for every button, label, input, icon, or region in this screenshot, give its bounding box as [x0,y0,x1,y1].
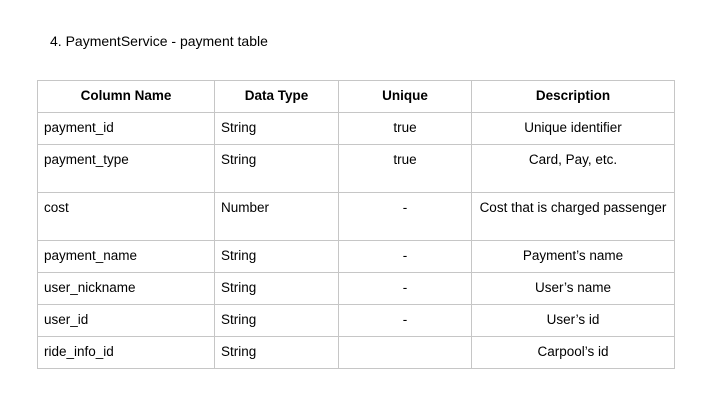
column-name-cell: cost [38,193,215,241]
column-name-cell: user_id [38,305,215,337]
unique-cell: true [339,145,472,193]
unique-cell: - [339,241,472,273]
data-type-cell: String [215,273,339,305]
description-cell: User’s id [472,305,675,337]
description-cell: User’s name [472,273,675,305]
description-cell: Cost that is charged passenger [472,193,675,241]
table-row [38,305,675,337]
data-type-cell: String [215,337,339,369]
description-cell: Unique identifier [472,113,675,145]
column-name-cell: ride_info_id [38,337,215,369]
payment-table [37,80,675,369]
data-type-cell: String [215,305,339,337]
header-data-type: Data Type [215,81,339,113]
column-name-cell: user_nickname [38,273,215,305]
data-type-cell: String [215,241,339,273]
slide-title: 4. PaymentService - payment table [50,33,268,49]
unique-cell: - [339,193,472,241]
header-unique: Unique [339,81,472,113]
unique-cell: - [339,305,472,337]
table-row [38,273,675,305]
description-cell: Payment’s name [472,241,675,273]
table-row [38,337,675,369]
description-cell: Card, Pay, etc. [472,145,675,193]
description-cell: Carpool’s id [472,337,675,369]
header-column-name: Column Name [38,81,215,113]
table-row [38,193,675,241]
unique-cell: true [339,113,472,145]
column-name-cell: payment_type [38,145,215,193]
table-row [38,241,675,273]
data-type-cell: String [215,145,339,193]
unique-cell: - [339,273,472,305]
column-name-cell: payment_name [38,241,215,273]
header-description: Description [472,81,675,113]
data-type-cell: String [215,113,339,145]
table-header-row [38,81,675,113]
data-type-cell: Number [215,193,339,241]
column-name-cell: payment_id [38,113,215,145]
table-row [38,145,675,193]
unique-cell [339,337,472,369]
table-row [38,113,675,145]
